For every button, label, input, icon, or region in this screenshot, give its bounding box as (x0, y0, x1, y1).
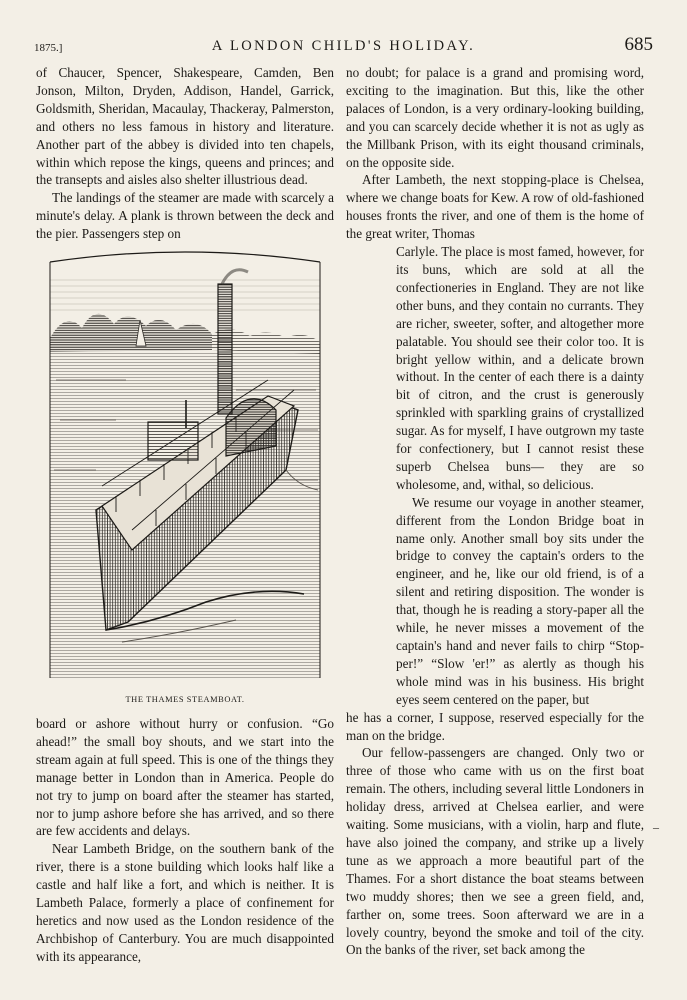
paragraph: Our fellow-passengers are changed. Only two or three of those who came with us on the first boat remain. The others, including several little Londoners in holiday dress, arrived at Chelsea earlier, and were waiting. Some musicians, with a violin, harp and flute, have also joined the company, and strike up a lively tune as we approach a more beautiful part of the Thames. For a short distance the boat steams between two muddy shores; then we see a green field, and, farther on, some trees. Soon afterward we are in a lovely country, beyond the smoke and toil of the city. On the banks of the river, set back among the (346, 745, 644, 958)
paragraph: The landings of the steamer are made with scarcely a minute's delay. A plank is thrown between the deck and the pier. Passengers step on (36, 190, 334, 242)
header-year: 1875.] (34, 42, 63, 54)
paragraph: board or ashore without hurry or confusion. “Go ahead!” the small boy shouts, and we start into the stream again at full speed. This is one of the things they manage better in London than in America. People do not try to jump on board after the steamer has started, nor to jump ashore before she has arrived, and so there are few accidents and delays. (36, 715, 334, 839)
paragraph: he has a corner, I suppose, reserved especially for the man on the bridge. (346, 709, 644, 743)
paragraph: We resume our voyage in another steamer, different from the London Bridge boat in name only. Another small boy sits under the bridge to convey the captain's orders to the engineer, and he, like our old friend, is of a silent and retiring disposition. The wonder is that, though he is reading a story-paper all the while, he never misses a movement of the captain's hand and never fails to chirp “Stop-per!” “Slow 'er!” as alertly as though his whole mind was in his business. His bright eyes seem centered on the paper, but (396, 494, 644, 707)
engraving-image (36, 250, 334, 688)
paragraph: Near Lambeth Bridge, on the southern bank of the river, there is a stone building which looks half like a castle and half like a fort, and which is neither. It is Lambeth Palace, formerly a place of confinement for heretics and now used as the London residence of the Archbishop of Canterbury. You are much disappointed with its appearance, (36, 841, 334, 964)
paragraph: Carlyle. The place is most famed, however, for its buns, which are sold at all the confectioneries in England. They are not like other buns, and they contain no currants. They are richer, sweeter, softer, and altogether more palatable. You should see their color too. It is bright yellow within, and a delicate brown without. In the center of each there is a dainty bit of citron, and the crust is generously sprinkled with sparkling grains of crystallized sugar. As for myself, I have outgrown my taste for confectionery, but I cannot resist these superb Chelsea buns— they are so wholesome, and, withal, so delicious. (396, 244, 644, 492)
figure-caption: THE THAMES STEAMBOAT. (125, 695, 245, 705)
page-number: 685 (624, 34, 653, 55)
page-header (34, 36, 653, 60)
paragraph: of Chaucer, Spencer, Shakespeare, Camden, Ben Jonson, Milton, Dryden, Addison, Handel, Garrick, Goldsmith, Sheridan, Macaulay, Thackeray, Palmerston, and others no less famous in history and literature. Another part of the abbey is divided into ten chapels, within which repose the kings, queens and princes; and the transepts and aisles also shelter illustrious dead. (36, 65, 334, 188)
margin-mark: – (653, 820, 659, 834)
right-column (346, 64, 644, 959)
steamboat-illustration (36, 250, 334, 709)
paragraph: After Lambeth, the next stopping-place is Chelsea, where we change boats for Kew. A row of old-fashioned houses fronts the river, and one of them is the home of the great writer, Thomas (346, 172, 644, 242)
left-column (36, 64, 334, 966)
paragraph: no doubt; for palace is a grand and promising word, exciting to the imagination. But this, like the other palaces of London, is a very ordinary-looking building, and you can scarcely decide whether it is not as ugly as the Millbank Prison, with its eight thousand criminals, on the opposite side. (346, 65, 644, 170)
running-title: A LONDON CHILD'S HOLIDAY. (211, 38, 476, 54)
